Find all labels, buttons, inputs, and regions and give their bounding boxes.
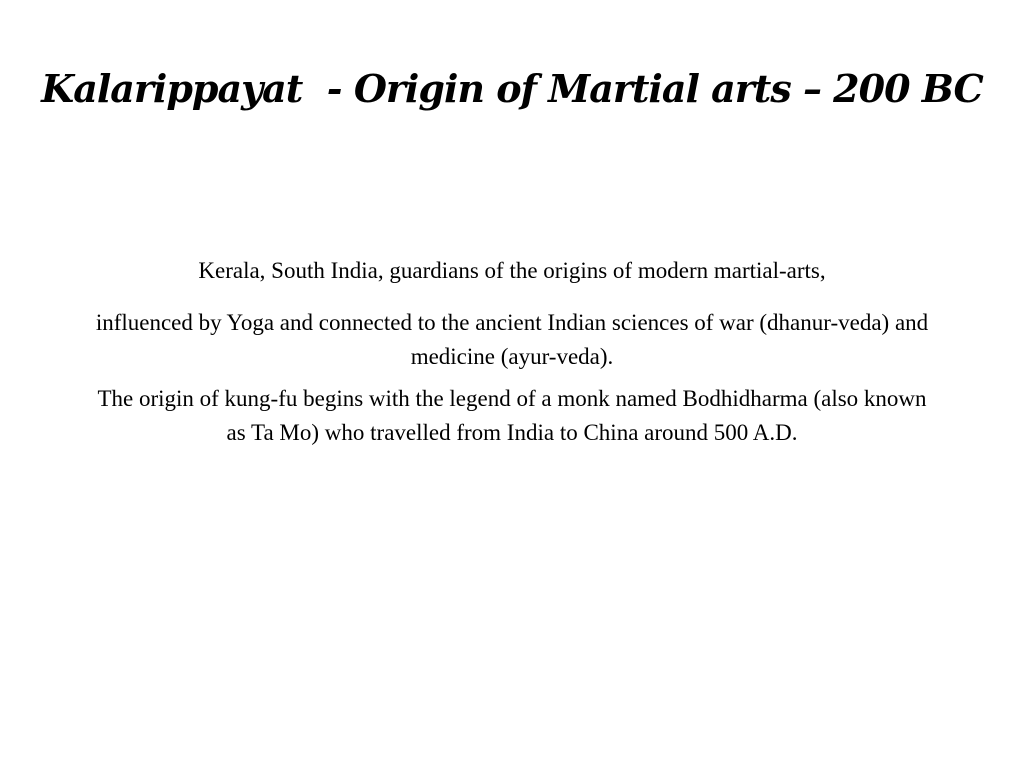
slide-body [92,254,932,468]
slide-title: Kalarippayat - Origin of Martial arts – 200 BC [41,66,983,111]
paragraph-kung-fu-origin: The origin of kung-fu begins with the legend of a monk named Bodhidharma (also known as Ta Mo) who travelled from India to China around 500 A.D. [97,386,927,445]
paragraph-kerala: Kerala, South India, guardians of the origins of modern martial-arts, [198,258,826,283]
paragraph-influences: influenced by Yoga and connected to the ancient Indian sciences of war (dhanur-veda) and medicine (ayur-veda). [95,310,929,369]
